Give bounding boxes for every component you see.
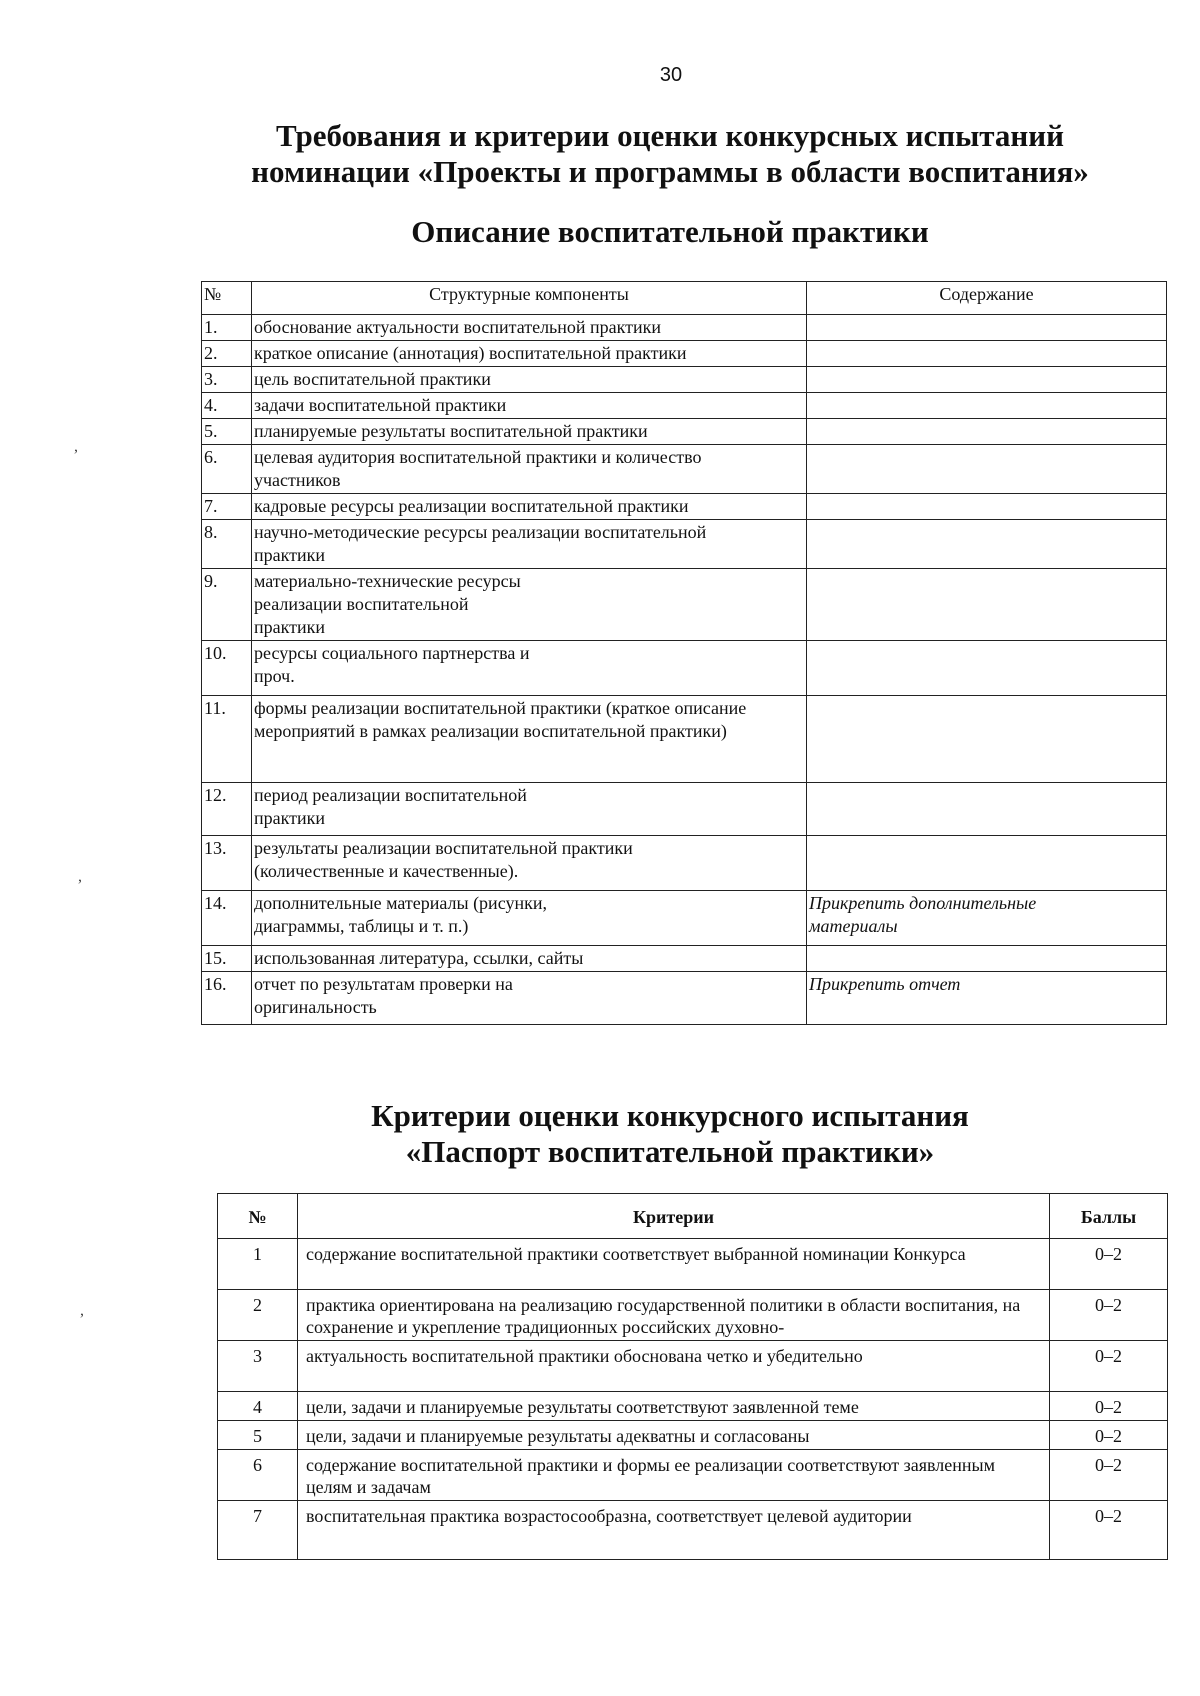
row-number: 2. [202,341,252,367]
row-component: краткое описание (аннотация) воспитательной практики [252,341,807,367]
section-title-criteria [200,1098,1140,1170]
row-number: 16. [202,972,252,1025]
row-number: 9. [202,569,252,641]
row-number: 2 [218,1290,298,1341]
row-criterion [298,1450,1050,1501]
table-header-row [202,282,1167,315]
table-row [202,569,1167,641]
scan-mark: , [74,438,78,455]
row-content-attach-report: Прикрепить отчет [807,972,1167,1025]
main-title-line: Требования и критерии оценки конкурсных испытаний [276,118,1064,153]
row-component: результаты реализации воспитательной практики (количественные и качественные). [252,836,807,891]
row-content [807,419,1167,445]
row-number: 7. [202,494,252,520]
column-header-number: № [202,282,252,315]
row-number: 13. [202,836,252,891]
row-score: 0–2 [1050,1421,1168,1450]
row-component: задачи воспитательной практики [252,393,807,419]
row-criterion [298,1501,1050,1560]
row-criterion [298,1290,1050,1341]
row-content [807,946,1167,972]
criterion-text: содержание воспитательной практики соответствует выбранной номинации Конкурса [306,1244,966,1264]
row-component: научно-методические ресурсы реализации воспитательной практики [252,520,807,569]
row-criterion [298,1421,1050,1450]
table-row [202,315,1167,341]
row-number: 12. [202,783,252,836]
row-content [807,341,1167,367]
row-content [807,445,1167,494]
row-number: 14. [202,891,252,946]
row-component: использованная литература, ссылки, сайты [252,946,807,972]
column-header-number: № [218,1194,298,1239]
table-row [218,1450,1168,1501]
row-number: 1 [218,1239,298,1290]
row-content [807,641,1167,696]
row-component: обоснование актуальности воспитательной практики [252,315,807,341]
row-number: 3 [218,1341,298,1392]
main-title [200,118,1140,190]
row-number: 4. [202,393,252,419]
column-header-content: Содержание [807,282,1167,315]
table-row [202,445,1167,494]
table-row [202,393,1167,419]
table-row [202,341,1167,367]
table-row [202,946,1167,972]
row-score: 0–2 [1050,1450,1168,1501]
criterion-text: цели, задачи и планируемые результаты соответствуют заявленной теме [306,1397,859,1417]
page-number: 30 [659,64,683,86]
criterion-text: цели, задачи и планируемые результаты адекватны и согласованы [306,1426,810,1446]
table-row [202,367,1167,393]
table-row [202,494,1167,520]
table-row [202,696,1167,783]
row-score: 0–2 [1050,1239,1168,1290]
main-title-line: номинации «Проекты и программы в области воспитания» [251,154,1089,189]
table-row [218,1421,1168,1450]
row-criterion [298,1341,1050,1392]
criterion-text: содержание воспитательной практики и формы ее реализации соответствуют заявленным целям и задачам [306,1455,996,1497]
row-content-attach-materials: Прикрепить дополнительные материалы [807,891,1167,946]
row-content [807,315,1167,341]
row-component: отчет по результатам проверки на оригинальность [252,972,807,1025]
column-header-components: Структурные компоненты [252,282,807,315]
row-number: 10. [202,641,252,696]
row-content [807,836,1167,891]
column-header-criteria: Критерии [298,1194,1050,1239]
row-component: период реализации воспитательной практики [252,783,807,836]
scan-mark: , [80,1302,84,1319]
criteria-title-line: «Паспорт воспитательной практики» [405,1134,935,1169]
table-row [202,520,1167,569]
row-number: 6. [202,445,252,494]
row-component: планируемые результаты воспитательной практики [252,419,807,445]
row-number: 5. [202,419,252,445]
row-content [807,569,1167,641]
row-component: материально-технические ресурсы реализации воспитательной практики [252,569,807,641]
table-row [218,1341,1168,1392]
row-component: ресурсы социального партнерства и проч. [252,641,807,696]
row-score: 0–2 [1050,1501,1168,1560]
row-component: цель воспитательной практики [252,367,807,393]
section-title-practice-description: Описание воспитательной практики [411,214,929,249]
row-number: 7 [218,1501,298,1560]
row-component: формы реализации воспитательной практики (краткое описание мероприятий в рамках реализации воспитательной практики) [252,696,807,783]
criteria-title-line: Критерии оценки конкурсного испытания [371,1098,969,1133]
row-score: 0–2 [1050,1392,1168,1421]
table-row [218,1290,1168,1341]
row-component: целевая аудитория воспитательной практики и количество участников [252,445,807,494]
criterion-text: актуальность воспитательной практики обоснована четко и убедительно [306,1346,863,1366]
row-content [807,520,1167,569]
table-row [218,1501,1168,1560]
practice-description-table [201,281,1167,1025]
table-row [202,891,1167,946]
row-number: 3. [202,367,252,393]
criteria-table [217,1193,1168,1560]
row-score: 0–2 [1050,1290,1168,1341]
table-row [202,641,1167,696]
table-row [202,972,1167,1025]
row-component: кадровые ресурсы реализации воспитательной практики [252,494,807,520]
row-number: 6 [218,1450,298,1501]
row-number: 4 [218,1392,298,1421]
column-header-score: Баллы [1050,1194,1168,1239]
row-number: 11. [202,696,252,783]
row-number: 8. [202,520,252,569]
row-content [807,494,1167,520]
criterion-text: практика ориентирована на реализацию государственной политики в области воспитания, на сохранение и укрепление традиционных российских духовно- [306,1295,1021,1337]
row-content [807,783,1167,836]
row-criterion [298,1392,1050,1421]
row-number: 15. [202,946,252,972]
row-criterion [298,1239,1050,1290]
table-row [202,836,1167,891]
row-content [807,393,1167,419]
row-component: дополнительные материалы (рисунки, диаграммы, таблицы и т. п.) [252,891,807,946]
table-header-row [218,1194,1168,1239]
row-content [807,367,1167,393]
table-row [218,1239,1168,1290]
table-row [202,783,1167,836]
criterion-text: воспитательная практика возрастосообразна, соответствует целевой аудитории [306,1506,912,1526]
scan-mark: , [78,868,82,885]
table-row [202,419,1167,445]
row-number: 5 [218,1421,298,1450]
row-number: 1. [202,315,252,341]
row-score: 0–2 [1050,1341,1168,1392]
row-content [807,696,1167,783]
table-row [218,1392,1168,1421]
